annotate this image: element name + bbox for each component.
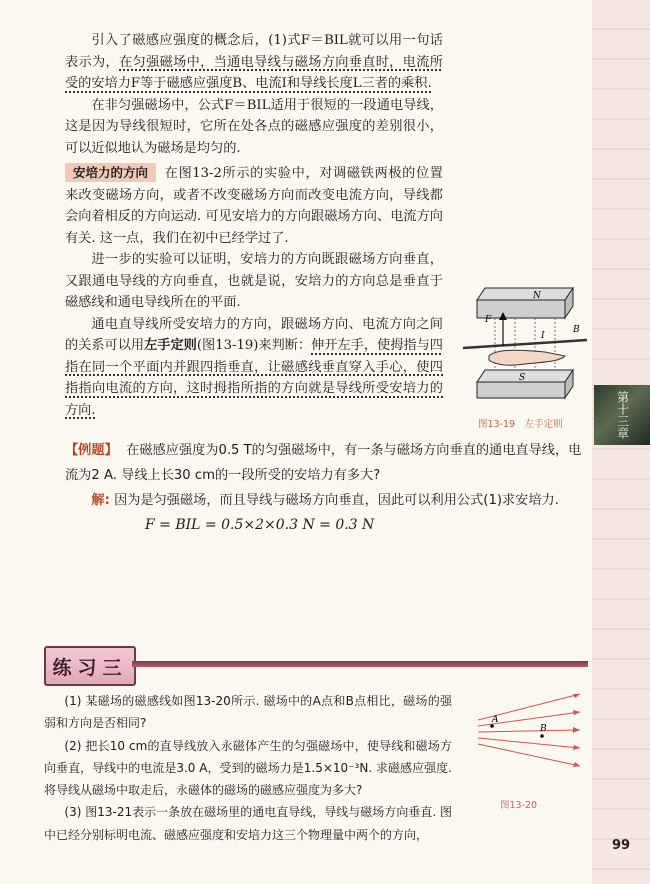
exercise-q2: (2) 把长10 cm的直导线放入永磁体产生的匀强磁场中，使导线和磁场方向垂直，导线中的电流是3.0 A，受到的磁场力是1.5×10⁻³N. 求磁感应强度. 将导线从磁场中取走后，永磁体的磁场的磁感应强度为多大? [44, 738, 452, 798]
paragraph-3: 安培力的方向 在图13-2所示的实验中，对调磁铁两极的位置来改变磁场方向，或者不改变磁场方向而改变电流方向，导线都会向着相反的方向运动. 可见安培力的方向跟磁场方向、电流方向有关. 这一点，我们在初中已经学过了. [65, 165, 443, 246]
paragraph-2: 在非匀强磁场中，公式F＝BIL适用于很短的一段通电导线，这是因为导线很短时，它所在处各点的磁感应强度的差别很小，可以近似地认为磁场是均匀的. [65, 97, 443, 156]
example-tag: 【例题】 [65, 443, 118, 458]
example-question: 【例题】 在磁感应强度为0.5 T的匀强磁场中，有一条与磁场方向垂直的通电直导线，电流为2 A. 导线上长30 cm的一段所受的安培力有多大? [65, 443, 582, 483]
example-solution: 解: 因为是匀强磁场，而且导线与磁场方向垂直，因此可以利用公式(1)求安培力. [91, 493, 559, 508]
example-block [65, 438, 585, 538]
exercise-q1: (1) 某磁场的磁感线如图13-20所示. 磁场中的A点和B点相比，磁场的强弱和方向是否相同? [44, 694, 452, 731]
point-a-label: A [492, 715, 499, 725]
exercise-title: 练习三 [44, 646, 136, 686]
example-formula: F = BIL = 0.5×2×0.3 N = 0.3 N [145, 517, 375, 533]
point-b-label: B [540, 724, 547, 734]
main-text [65, 30, 443, 421]
figure-13-20 [468, 690, 590, 782]
exercise-q3: (3) 图13-21表示一条放在磁场里的通电直导线，导线与磁场方向垂直. 图中已经分别标明电流、磁感应强度和安培力这三个物理量中两个的方向， [44, 805, 452, 842]
figure-13-20-caption: 图13-20 [500, 800, 538, 811]
current-label: I [541, 331, 545, 341]
force-label: F [485, 315, 492, 325]
south-label: S [519, 373, 526, 383]
section-label: 安培力的方向 [65, 163, 156, 182]
definition-dotted: 在匀强磁场中，当通电导线与磁场方向垂直时，电流所受的安培力F等于磁感应强度B、电流I和导线长度L三者的乘积. [65, 54, 443, 91]
exercise-header [44, 646, 588, 682]
paragraph-5: 通电直导线所受安培力的方向，跟磁场方向、电流方向之间的关系可以用左手定则(图13-19)来判断：伸开左手，使拇指与四指在同一个平面内并跟四指垂直，让磁感线垂直穿入手心，使四指指向电流的方向，这时拇指所指的方向就是导线所受安培力的方向. [65, 316, 443, 418]
left-hand-rule-term: 左手定则 [144, 338, 197, 353]
page-number: 99 [612, 838, 631, 853]
exercise-list [44, 690, 452, 846]
paragraph-1: 引入了磁感应强度的概念后，(1)式F＝BIL就可以用一句话表示为，在匀强磁场中，当通电导线与磁场方向垂直时，电流所受的安培力F等于磁感应强度B、电流I和导线长度L三者的乘积. [65, 33, 443, 91]
exercise-rule [132, 661, 588, 667]
figure-13-19 [455, 278, 590, 403]
figure-13-19-caption: 图13-19 左手定则 [478, 419, 563, 430]
north-label: N [533, 291, 541, 301]
field-label: B [573, 325, 580, 335]
rule-dotted: 伸开左手，使拇指与四指在同一个平面内并跟四指垂直，让磁感线垂直穿入手心，使四指指向电流的方向，这时拇指所指的方向就是导线所受安培力的方向. [65, 338, 443, 418]
paragraph-4: 进一步的实验可以证明，安培力的方向既跟磁场方向垂直，又跟通电导线的方向垂直，也就是说，安培力的方向总是垂直于磁感线和通电导线所在的平面. [65, 252, 443, 310]
chapter-tab: 第十三章 [594, 385, 650, 445]
